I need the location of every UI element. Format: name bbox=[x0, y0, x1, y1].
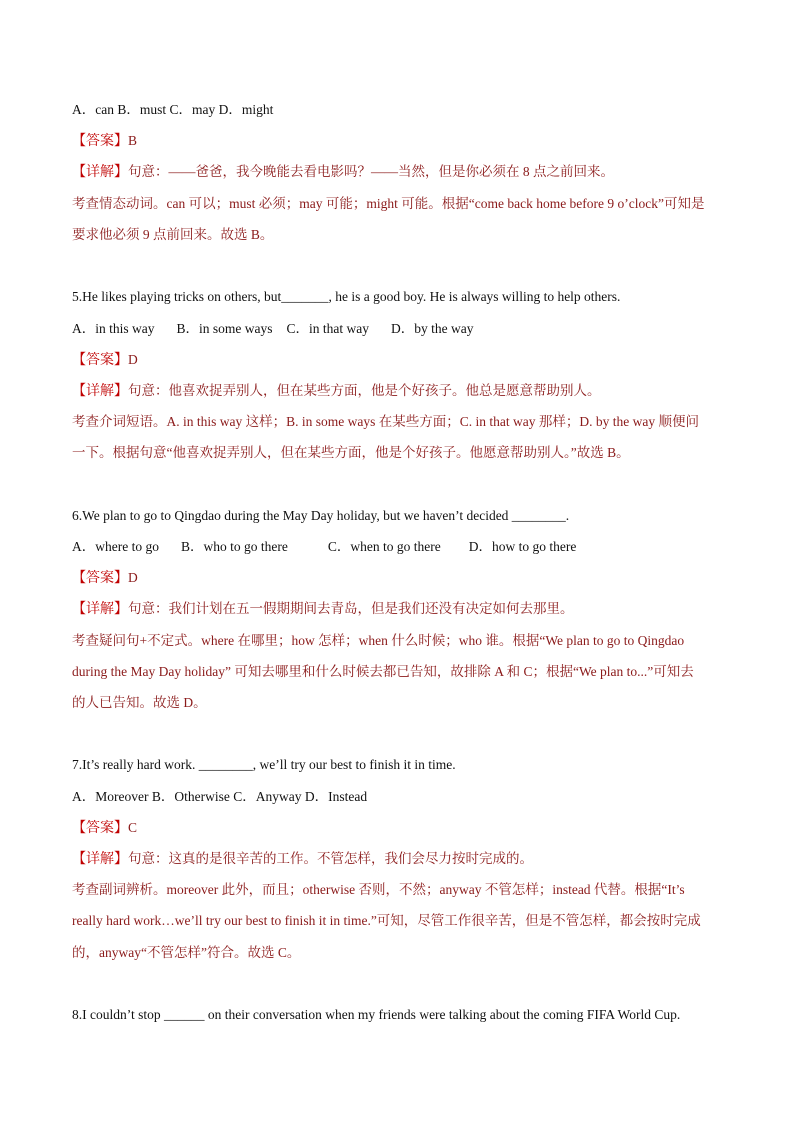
q7-detail-4: 的，anyway“不管怎样”符合。故选 C。 bbox=[72, 945, 301, 960]
q7-answer bbox=[72, 818, 137, 838]
q5-option-d: D．by the way bbox=[391, 321, 474, 336]
q7-detail-3: really hard work…we’ll try our best to finish it in time.”可知，尽管工作很辛苦，但是不管怎样，都会按时完成 bbox=[72, 913, 701, 928]
q4-answer bbox=[72, 131, 137, 151]
q6-option-a: A．where to go bbox=[72, 539, 159, 554]
q5-answer bbox=[72, 350, 138, 370]
q5-option-a: A．in this way bbox=[72, 321, 155, 336]
q4-detail-3: 要求他必须 9 点前回来。故选 B。 bbox=[72, 227, 274, 242]
detail-tag: 【详解】 bbox=[72, 601, 128, 617]
q4-options: A．can B．must C．may D．might bbox=[72, 102, 274, 117]
q5-detail-3: 一下。根据句意“他喜欢捉弄别人，但在某些方面，他是个好孩子。他愿意帮助别人。”故选 B。 bbox=[72, 445, 630, 460]
detail-text: 句意：——爸爸，我今晚能去看电影吗？——当然，但是你必须在 8 点之前回来。 bbox=[128, 164, 614, 179]
q5-detail-2: 考查介词短语。A. in this way 这样；B. in some ways 在某些方面；C. in that way 那样；D. by the way 顺便问 bbox=[72, 414, 699, 429]
detail-text: 句意：他喜欢捉弄别人，但在某些方面，他是个好孩子。他总是愿意帮助别人。 bbox=[128, 383, 601, 398]
detail-tag: 【详解】 bbox=[72, 383, 128, 399]
q7-detail-1 bbox=[72, 849, 533, 869]
detail-text: 句意：这真的是很辛苦的工作。不管怎样，我们会尽力按时完成的。 bbox=[128, 851, 533, 866]
answer-tag: 【答案】 bbox=[72, 820, 128, 836]
q6-answer bbox=[72, 568, 138, 588]
answer-value: C bbox=[128, 820, 138, 835]
answer-value: D bbox=[128, 352, 138, 367]
q6-detail-1 bbox=[72, 599, 574, 619]
q8-question: 8.I couldn’t stop ______ on their conversation when my friends were talking about the coming FIFA World Cup. bbox=[72, 1007, 681, 1022]
q5-option-c: C．in that way bbox=[286, 321, 369, 336]
q6-detail-3: during the May Day holiday” 可知去哪里和什么时候去都已告知，故排除 A 和 C；根据“We plan to...”可知去 bbox=[72, 664, 694, 679]
q6-question: 6.We plan to go to Qingdao during the May Day holiday, but we haven’t decided ________. bbox=[72, 508, 570, 523]
q6-option-c: C．when to go there bbox=[327, 539, 441, 554]
q7-question: 7.It’s really hard work. ________, we’ll try our best to finish it in time. bbox=[72, 757, 456, 772]
answer-value: B bbox=[128, 133, 138, 148]
detail-tag: 【详解】 bbox=[72, 851, 128, 867]
answer-tag: 【答案】 bbox=[72, 570, 128, 586]
detail-tag: 【详解】 bbox=[72, 164, 128, 180]
q7-options: A．Moreover B．Otherwise C．Anyway D．Instead bbox=[72, 789, 368, 804]
q6-detail-4: 的人已告知。故选 D。 bbox=[72, 695, 207, 710]
q6-detail-2: 考查疑问句+不定式。where 在哪里；how 怎样；when 什么时候；who 谁。根据“We plan to go to Qingdao bbox=[72, 633, 685, 648]
q6-option-d: D．how to go there bbox=[468, 539, 577, 554]
q5-question: 5.He likes playing tricks on others, but_______, he is a good boy. He is always willing to help others. bbox=[72, 289, 621, 304]
q5-detail-1 bbox=[72, 381, 601, 401]
answer-value: D bbox=[128, 570, 138, 585]
q5-option-b: B．in some ways bbox=[176, 321, 273, 336]
q5-options bbox=[72, 319, 473, 339]
q4-detail-2: 考查情态动词。can 可以；must 必须；may 可能；might 可能。根据“come back home before 9 o’clock”可知是 bbox=[72, 196, 705, 211]
detail-text: 句意：我们计划在五一假期期间去青岛，但是我们还没有决定如何去那里。 bbox=[128, 601, 574, 616]
q6-options bbox=[72, 537, 576, 557]
answer-tag: 【答案】 bbox=[72, 352, 128, 368]
answer-tag: 【答案】 bbox=[72, 133, 128, 149]
q6-option-b: B．who to go there bbox=[180, 539, 288, 554]
q4-detail-1 bbox=[72, 162, 614, 182]
q7-detail-2: 考查副词辨析。moreover 此外，而且；otherwise 否则，不然；anyway 不管怎样；instead 代替。根据“It’s bbox=[72, 882, 685, 897]
